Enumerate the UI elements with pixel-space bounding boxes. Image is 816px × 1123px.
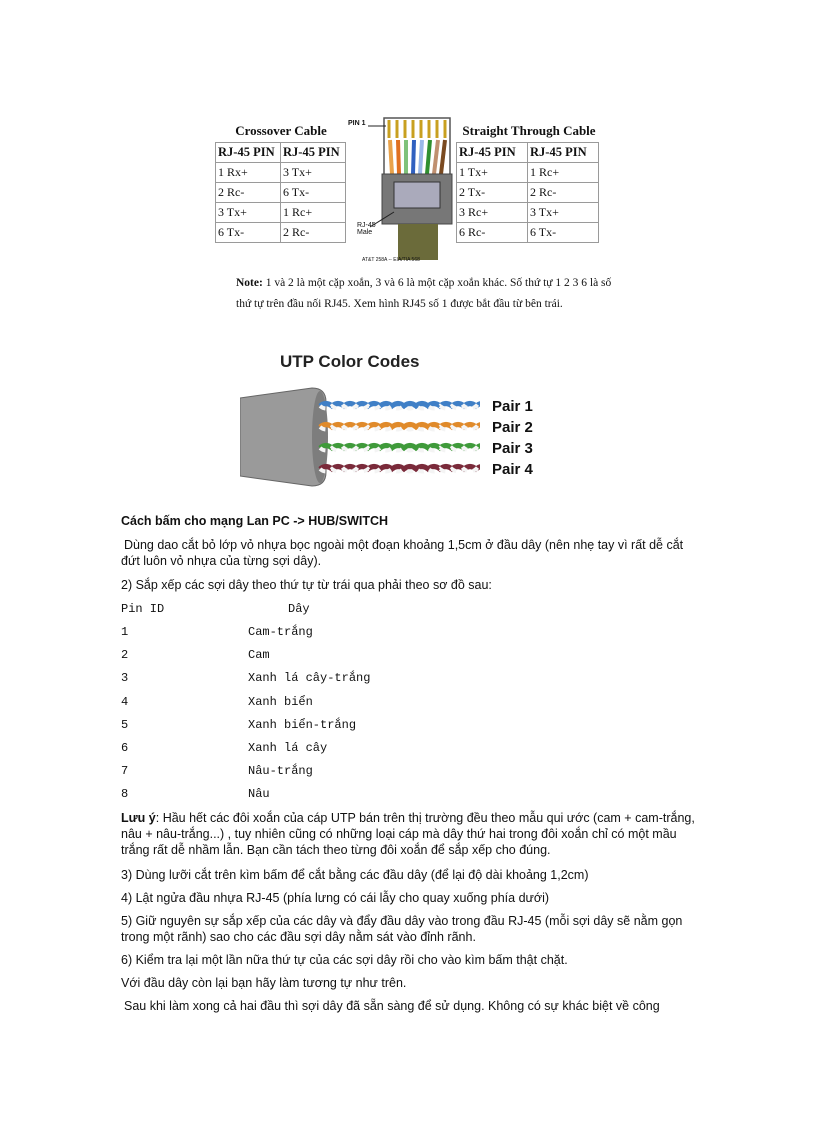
table-cell: 2 Rc- — [281, 223, 346, 243]
table-cell: 1 Rc+ — [528, 163, 599, 183]
step-4: 4) Lật ngửa đầu nhựa RJ-45 (phía lưng có cái lẫy cho quay xuống phía dưới) — [121, 891, 550, 905]
paragraph-intro: Dùng dao cắt bỏ lớp vỏ nhựa bọc ngoài một đoạn khoảng 1,5cm ở đầu dây (nên nhẹ tay vì rất dễ cắt đứt luôn vỏ nhựa của từng sợi dây). — [121, 538, 684, 568]
step-3: 3) Dùng lưỡi cắt trên kìm bấm để cắt bằng các đầu dây (để lại độ dài khoảng 1,2cm) — [121, 868, 589, 882]
pin-id: 8 — [121, 787, 129, 802]
pin-header-wire: Dây — [288, 602, 310, 616]
pin-id: 3 — [121, 671, 129, 686]
straight-through-table — [456, 142, 599, 243]
crossover-table — [215, 142, 346, 243]
twisted-pairs — [320, 404, 480, 472]
pair-wire-white — [320, 427, 480, 430]
final-text: Sau khi làm xong cả hai đầu thì sợi dây đã sẵn sàng để sử dụng. Không có sự khác biệt về công — [124, 999, 660, 1013]
table-cell: 6 Tx- — [216, 223, 281, 243]
utp-cable-drawing — [240, 382, 480, 490]
pin-id: 2 — [121, 648, 129, 663]
pin-id: 1 — [121, 625, 129, 639]
table-cell: 6 Tx- — [528, 223, 599, 243]
table-cell: 3 Rc+ — [457, 203, 528, 223]
step-6: 6) Kiểm tra lại một lần nữa thứ tự của các sợi dây rồi cho vào kìm bấm thật chặt. — [121, 953, 568, 967]
note-paragraph-text: : Hầu hết các đôi xoắn của cáp UTP bán trên thị trường đều theo mẫu qui ước (cam + cam-trắng, nâu + nâu-trắng...) , tuy nhiên cũng có những loại cáp mà dây thứ hai trong đôi xoắn chỉ có một mầu trắng rất dễ nhầm lẫn. Bạn cần tách theo từng đôi xoắn để sắp xếp cho đúng. — [121, 811, 695, 857]
other-end-text: Với đầu dây còn lại bạn hãy làm tương tự như trên. — [121, 976, 407, 990]
table-header: RJ-45 PIN — [457, 143, 528, 163]
pin1-label: PIN 1 — [348, 120, 366, 127]
pin-wire-color: Xanh biển — [248, 694, 313, 709]
pin-id: 4 — [121, 694, 129, 709]
rj45-pinout-figure — [212, 100, 604, 270]
figure-note — [236, 273, 616, 315]
pair-label-3: Pair 3 — [492, 440, 533, 457]
table-header: RJ-45 PIN — [281, 143, 346, 163]
pin-wire-color: Xanh lá cây-trắng — [248, 671, 371, 686]
pin-wire-color: Nâu — [248, 787, 270, 802]
utp-figure-title: UTP Color Codes — [280, 352, 420, 371]
pair-wire-white — [320, 469, 480, 472]
straight-through-table-block — [456, 120, 602, 243]
table-cell: 2 Tx- — [457, 183, 528, 203]
crossover-title: Crossover Cable — [235, 123, 327, 138]
plug-label-line1: RJ-45 — [357, 222, 376, 229]
pin-id: 7 — [121, 764, 129, 779]
pin-id: 6 — [121, 741, 129, 755]
table-cell: 3 Tx+ — [281, 163, 346, 183]
note-label: Note: — [236, 277, 263, 289]
table-cell: 1 Rx+ — [216, 163, 281, 183]
pair-wire-white — [320, 406, 480, 409]
note-text: 1 và 2 là một cặp xoắn, 3 và 6 là một cặp xoắn khác. Số thứ tự 1 2 3 6 là số thứ tự trên đầu nối RJ45. Xem hình RJ45 số 1 được bắt đầu từ bên trái. — [236, 277, 612, 310]
pin-wire-color: Nâu-trắng — [248, 764, 313, 779]
table-cell: 6 Rc- — [457, 223, 528, 243]
table-cell: 3 Tx+ — [528, 203, 599, 223]
table-header: RJ-45 PIN — [216, 143, 281, 163]
note-paragraph — [121, 810, 701, 858]
rj45-connector-illustration — [348, 112, 458, 267]
table-cell: 3 Tx+ — [216, 203, 281, 223]
table-header: RJ-45 PIN — [528, 143, 599, 163]
section-heading: Cách bấm cho mạng Lan PC -> HUB/SWITCH — [121, 514, 389, 528]
pin-wire-color: Cam — [248, 648, 270, 663]
pair-label-4: Pair 4 — [492, 461, 533, 478]
straight-through-title: Straight Through Cable — [462, 123, 596, 138]
pair-label-2: Pair 2 — [492, 419, 533, 436]
standard-label: AT&T 258A -- EIA/TIA 568 — [362, 257, 420, 263]
table-cell: 1 Tx+ — [457, 163, 528, 183]
table-cell: 2 Rc- — [216, 183, 281, 203]
table-cell: 6 Tx- — [281, 183, 346, 203]
step-2: 2) Sắp xếp các sợi dây theo thứ tự từ trái qua phải theo sơ đồ sau: — [121, 578, 492, 592]
step-5: 5) Giữ nguyên sự sắp xếp của các dây và đẩy đầu dây vào trong đầu RJ-45 (mỗi sợi dây sẽ nằm gọn trong một rãnh) sao cho các đầu sợi dây nằm sát vào đỉnh rãnh. — [121, 914, 683, 944]
table-cell: 1 Rc+ — [281, 203, 346, 223]
pair-wire-white — [320, 448, 480, 451]
plug-label — [357, 222, 376, 236]
utp-color-codes-figure — [240, 350, 538, 490]
pin-id: 5 — [121, 717, 129, 732]
pin-header-id: Pin ID — [121, 602, 165, 616]
pair-label-1: Pair 1 — [492, 398, 533, 415]
crossover-table-block — [215, 120, 347, 243]
pin-wire-color: Cam-trắng — [248, 625, 313, 639]
plug-label-line2: Male — [357, 229, 373, 236]
note-paragraph-label: Lưu ý — [121, 811, 156, 825]
rj45-plug-drawing — [348, 112, 458, 267]
table-cell: 2 Rc- — [528, 183, 599, 203]
pin-wire-color: Xanh biển-trắng — [248, 717, 357, 732]
pin-wire-color: Xanh lá cây — [248, 741, 328, 755]
